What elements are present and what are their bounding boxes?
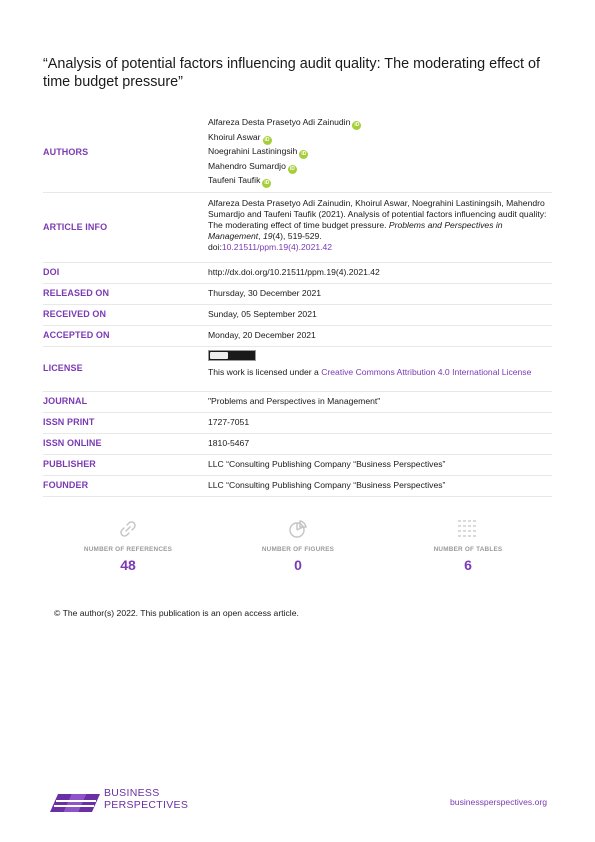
released-row <box>43 283 552 305</box>
pie-chart-icon <box>287 518 309 540</box>
issn-online-row <box>43 433 552 455</box>
issn-online-label: ISSN ONLINE <box>43 438 102 448</box>
journal-row <box>43 391 552 413</box>
article-statistics <box>0 518 595 588</box>
received-row <box>43 304 552 326</box>
author-item <box>208 130 552 145</box>
doi-row <box>43 262 552 284</box>
citation-doi-prefix: doi: <box>208 242 222 252</box>
authors-label: AUTHORS <box>43 147 89 157</box>
citation-text: Alfareza Desta Prasetyo Adi Zainudin, Khoirul Aswar, Noegrahini Lastiningsih, Mahendro Sumardjo and Taufeni Taufik (2021). Analysis of potential factors influencing audit quality: The moderating effect of time budget pressure. <box>208 198 547 230</box>
website-link[interactable]: businessperspectives.org <box>450 797 547 807</box>
author-name[interactable]: Taufeni Taufik <box>208 175 261 186</box>
orcid-icon[interactable]: iD <box>289 165 295 172</box>
open-access-notice: © The author(s) 2022. This publication is an open access article. <box>54 608 299 618</box>
accepted-label: ACCEPTED ON <box>43 330 110 340</box>
author-item <box>208 115 552 130</box>
released-label: RELEASED ON <box>43 288 110 298</box>
license-row <box>43 346 552 392</box>
article-info-label: ARTICLE INFO <box>43 222 108 232</box>
author-item <box>208 159 552 174</box>
logo-wordmark <box>104 788 188 811</box>
journal-label: JOURNAL <box>43 396 88 406</box>
orcid-icon[interactable]: iD <box>264 136 270 143</box>
stat-references-caption: NUMBER OF REFERENCES <box>83 546 173 553</box>
founder-value: LLC “Consulting Publishing Company “Business Perspectives” <box>208 480 446 490</box>
author-item <box>208 144 552 159</box>
article-citation <box>208 198 552 253</box>
logo-line-2: PERSPECTIVES <box>104 798 189 811</box>
citation-separator: , <box>258 231 263 241</box>
author-name[interactable]: Khoirul Aswar <box>208 131 261 142</box>
stat-tables-value: 6 <box>464 557 472 573</box>
citation-volume: 19 <box>262 231 273 241</box>
orcid-icon[interactable]: iD <box>354 122 360 128</box>
article-title: “Analysis of potential factors influencing audit quality: The moderating effect of time budget pressure” <box>43 56 541 90</box>
citation-issue-pages: (4), 519-529. <box>272 231 322 241</box>
doi-value[interactable]: http://dx.doi.org/10.21511/ppm.19(4).2021.42 <box>208 267 380 277</box>
received-value: Sunday, 05 September 2021 <box>208 309 317 319</box>
stat-tables <box>388 518 548 573</box>
table-icon <box>457 518 479 540</box>
authors-list <box>208 115 552 188</box>
publisher-value: LLC “Consulting Publishing Company “Business Perspectives” <box>208 459 446 469</box>
stat-figures <box>218 518 378 573</box>
author-name[interactable]: Mahendro Sumardjo <box>208 160 286 171</box>
license-value <box>208 350 552 378</box>
publisher-label: PUBLISHER <box>43 459 96 469</box>
stat-references-value: 48 <box>120 557 136 573</box>
issn-print-row <box>43 412 552 434</box>
citation-doi-link[interactable]: 10.21511/ppm.19(4).2021.42 <box>221 242 333 252</box>
article-info-row <box>43 192 552 263</box>
received-label: RECEIVED ON <box>43 309 107 319</box>
stat-figures-value: 0 <box>294 557 302 573</box>
journal-value: "Problems and Perspectives in Management" <box>208 396 381 406</box>
founder-row <box>43 475 552 497</box>
link-icon <box>117 518 139 540</box>
doi-label: DOI <box>43 267 60 277</box>
orcid-icon[interactable]: iD <box>264 180 270 187</box>
stat-tables-caption: NUMBER OF TABLES <box>433 546 503 553</box>
logo-line-1: BUSINESS <box>104 787 160 799</box>
license-link[interactable]: Creative Commons Attribution 4.0 International License <box>321 367 532 377</box>
stat-figures-caption: NUMBER OF FIGURES <box>261 546 335 553</box>
issn-print-label: ISSN PRINT <box>43 417 95 427</box>
license-label: LICENSE <box>43 363 83 373</box>
author-item <box>208 173 552 188</box>
author-name[interactable]: Noegrahini Lastiningsih <box>208 146 298 157</box>
accepted-row <box>43 325 552 347</box>
creative-commons-badge-icon[interactable] <box>208 350 256 361</box>
publisher-row <box>43 454 552 476</box>
issn-online-value: 1810-5467 <box>208 438 250 448</box>
citation-journal: Problems and Perspectives in Management <box>208 220 503 241</box>
accepted-value: Monday, 20 December 2021 <box>208 330 316 340</box>
license-text: This work is licensed under a <box>208 367 322 377</box>
founder-label: FOUNDER <box>43 480 89 490</box>
released-value: Thursday, 30 December 2021 <box>208 288 322 298</box>
orcid-icon[interactable]: iD <box>301 151 307 158</box>
issn-print-value: 1727-7051 <box>208 417 250 427</box>
author-name[interactable]: Alfareza Desta Prasetyo Adi Zainudin <box>208 117 351 127</box>
stat-references <box>48 518 208 573</box>
authors-row <box>43 113 552 193</box>
